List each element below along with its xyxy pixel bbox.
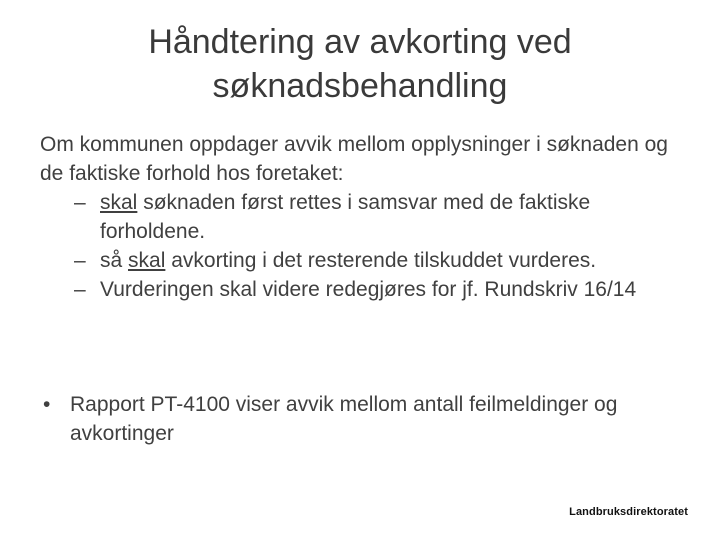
dash-marker: – <box>74 191 86 214</box>
slide-title-line-1: Håndtering av avkorting ved <box>148 23 572 61</box>
sub-item-lead: Vurderingen skal videre redegjøres for jf. Rundskriv 16/14 <box>100 278 637 301</box>
organization-logo-text: Landbruksdirektoratet <box>569 506 688 518</box>
sub-item-underlined: skal <box>128 249 166 272</box>
sub-item-1 <box>40 188 690 246</box>
slide-title-line-2: søknadsbehandling <box>212 67 508 105</box>
bullet-marker: • <box>43 393 51 416</box>
sub-item-underlined: skal <box>100 191 138 214</box>
bullet-list <box>40 390 690 448</box>
sub-list <box>40 188 690 304</box>
bullet-text: Rapport PT-4100 viser avvik mellom antall feilmeldinger og avkortinger <box>70 393 618 445</box>
sub-item-3 <box>40 275 690 304</box>
sub-item-rest: avkorting i det resterende tilskuddet vurderes. <box>165 249 597 272</box>
sub-item-lead: så <box>100 249 129 272</box>
dash-marker: – <box>74 278 86 301</box>
intro-text: Om kommunen oppdager avvik mellom opplysninger i søknaden og de faktiske forhold hos foretaket: <box>40 133 668 185</box>
slide-body <box>40 130 690 304</box>
dash-marker: – <box>74 249 86 272</box>
sub-item-2 <box>40 246 690 275</box>
slide-title <box>40 20 680 108</box>
bullet-item-1 <box>40 390 690 448</box>
sub-item-rest: søknaden først rettes i samsvar med de faktiske forholdene. <box>100 191 591 243</box>
